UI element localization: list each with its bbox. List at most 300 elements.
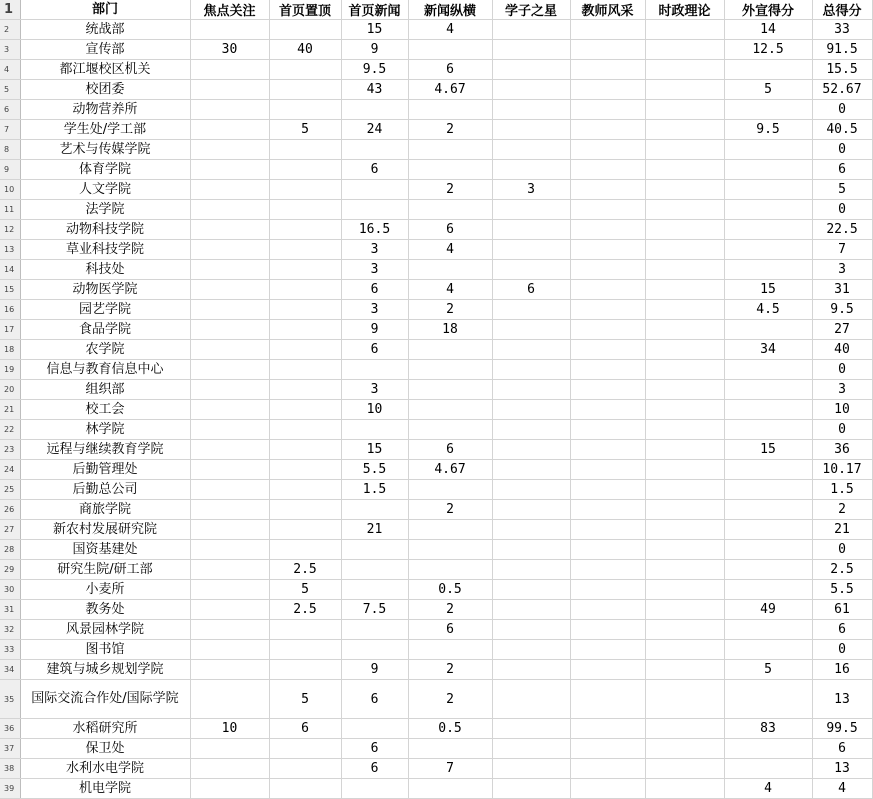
total-score-cell[interactable]: 6 xyxy=(812,160,872,180)
total-score-cell[interactable]: 61 xyxy=(812,600,872,620)
homepage-top-cell[interactable] xyxy=(269,440,341,460)
teacher-style-cell[interactable] xyxy=(570,140,645,160)
outreach-score-cell[interactable] xyxy=(724,200,812,220)
teacher-style-cell[interactable] xyxy=(570,40,645,60)
focus-cell[interactable] xyxy=(190,220,269,240)
focus-cell[interactable] xyxy=(190,80,269,100)
homepage-top-cell[interactable] xyxy=(269,340,341,360)
homepage-news-cell[interactable] xyxy=(341,620,408,640)
focus-cell[interactable] xyxy=(190,560,269,580)
news-panorama-cell[interactable] xyxy=(408,340,492,360)
total-score-cell[interactable]: 6 xyxy=(812,620,872,640)
homepage-news-cell[interactable]: 6 xyxy=(341,160,408,180)
teacher-style-cell[interactable] xyxy=(570,320,645,340)
politics-theory-cell[interactable] xyxy=(645,360,724,380)
total-score-cell[interactable]: 0 xyxy=(812,360,872,380)
department-cell[interactable]: 水利水电学院 xyxy=(20,759,190,779)
student-star-cell[interactable] xyxy=(492,440,570,460)
outreach-score-cell[interactable] xyxy=(724,320,812,340)
politics-theory-cell[interactable] xyxy=(645,600,724,620)
homepage-news-cell[interactable]: 10 xyxy=(341,400,408,420)
news-panorama-cell[interactable] xyxy=(408,400,492,420)
focus-cell[interactable] xyxy=(190,340,269,360)
homepage-news-cell[interactable]: 24 xyxy=(341,120,408,140)
politics-theory-cell[interactable] xyxy=(645,340,724,360)
news-panorama-cell[interactable] xyxy=(408,360,492,380)
news-panorama-cell[interactable] xyxy=(408,40,492,60)
outreach-score-cell[interactable] xyxy=(724,160,812,180)
homepage-top-cell[interactable] xyxy=(269,20,341,40)
outreach-score-cell[interactable]: 5 xyxy=(724,660,812,680)
student-star-cell[interactable] xyxy=(492,600,570,620)
department-cell[interactable]: 新农村发展研究院 xyxy=(20,520,190,540)
politics-theory-cell[interactable] xyxy=(645,380,724,400)
homepage-top-cell[interactable]: 6 xyxy=(269,719,341,739)
column-header-politics-theory[interactable]: 时政理论 xyxy=(645,0,724,20)
column-header-outreach-score[interactable]: 外宣得分 xyxy=(724,0,812,20)
politics-theory-cell[interactable] xyxy=(645,20,724,40)
department-cell[interactable]: 风景园林学院 xyxy=(20,620,190,640)
focus-cell[interactable] xyxy=(190,480,269,500)
teacher-style-cell[interactable] xyxy=(570,580,645,600)
outreach-score-cell[interactable]: 4 xyxy=(724,779,812,799)
homepage-top-cell[interactable] xyxy=(269,779,341,799)
news-panorama-cell[interactable] xyxy=(408,779,492,799)
homepage-top-cell[interactable] xyxy=(269,360,341,380)
teacher-style-cell[interactable] xyxy=(570,480,645,500)
department-cell[interactable]: 组织部 xyxy=(20,380,190,400)
politics-theory-cell[interactable] xyxy=(645,160,724,180)
total-score-cell[interactable]: 3 xyxy=(812,380,872,400)
focus-cell[interactable] xyxy=(190,100,269,120)
teacher-style-cell[interactable] xyxy=(570,300,645,320)
politics-theory-cell[interactable] xyxy=(645,260,724,280)
news-panorama-cell[interactable]: 2 xyxy=(408,120,492,140)
politics-theory-cell[interactable] xyxy=(645,680,724,719)
news-panorama-cell[interactable]: 2 xyxy=(408,600,492,620)
homepage-top-cell[interactable] xyxy=(269,460,341,480)
focus-cell[interactable] xyxy=(190,140,269,160)
focus-cell[interactable] xyxy=(190,320,269,340)
student-star-cell[interactable]: 6 xyxy=(492,280,570,300)
department-cell[interactable]: 动物科技学院 xyxy=(20,220,190,240)
total-score-cell[interactable]: 31 xyxy=(812,280,872,300)
homepage-news-cell[interactable]: 3 xyxy=(341,300,408,320)
student-star-cell[interactable] xyxy=(492,620,570,640)
student-star-cell[interactable] xyxy=(492,759,570,779)
department-cell[interactable]: 水稻研究所 xyxy=(20,719,190,739)
homepage-top-cell[interactable] xyxy=(269,420,341,440)
department-cell[interactable]: 动物营养所 xyxy=(20,100,190,120)
homepage-top-cell[interactable] xyxy=(269,640,341,660)
news-panorama-cell[interactable]: 6 xyxy=(408,620,492,640)
news-panorama-cell[interactable]: 4.67 xyxy=(408,80,492,100)
outreach-score-cell[interactable]: 14 xyxy=(724,20,812,40)
homepage-top-cell[interactable] xyxy=(269,180,341,200)
news-panorama-cell[interactable]: 4 xyxy=(408,280,492,300)
homepage-news-cell[interactable]: 9 xyxy=(341,40,408,60)
outreach-score-cell[interactable] xyxy=(724,260,812,280)
department-cell[interactable]: 信息与教育信息中心 xyxy=(20,360,190,380)
teacher-style-cell[interactable] xyxy=(570,440,645,460)
focus-cell[interactable] xyxy=(190,240,269,260)
homepage-news-cell[interactable]: 6 xyxy=(341,739,408,759)
homepage-top-cell[interactable] xyxy=(269,500,341,520)
total-score-cell[interactable]: 6 xyxy=(812,739,872,759)
student-star-cell[interactable] xyxy=(492,719,570,739)
outreach-score-cell[interactable] xyxy=(724,360,812,380)
total-score-cell[interactable]: 13 xyxy=(812,759,872,779)
total-score-cell[interactable]: 22.5 xyxy=(812,220,872,240)
politics-theory-cell[interactable] xyxy=(645,300,724,320)
teacher-style-cell[interactable] xyxy=(570,460,645,480)
politics-theory-cell[interactable] xyxy=(645,620,724,640)
homepage-top-cell[interactable]: 5 xyxy=(269,120,341,140)
total-score-cell[interactable]: 0 xyxy=(812,420,872,440)
homepage-news-cell[interactable]: 9 xyxy=(341,320,408,340)
teacher-style-cell[interactable] xyxy=(570,160,645,180)
student-star-cell[interactable] xyxy=(492,200,570,220)
outreach-score-cell[interactable] xyxy=(724,420,812,440)
homepage-news-cell[interactable] xyxy=(341,360,408,380)
politics-theory-cell[interactable] xyxy=(645,660,724,680)
student-star-cell[interactable] xyxy=(492,140,570,160)
homepage-news-cell[interactable]: 15 xyxy=(341,440,408,460)
outreach-score-cell[interactable] xyxy=(724,560,812,580)
focus-cell[interactable] xyxy=(190,620,269,640)
news-panorama-cell[interactable]: 2 xyxy=(408,180,492,200)
homepage-news-cell[interactable] xyxy=(341,560,408,580)
news-panorama-cell[interactable]: 2 xyxy=(408,300,492,320)
politics-theory-cell[interactable] xyxy=(645,100,724,120)
teacher-style-cell[interactable] xyxy=(570,400,645,420)
politics-theory-cell[interactable] xyxy=(645,200,724,220)
department-cell[interactable]: 艺术与传媒学院 xyxy=(20,140,190,160)
student-star-cell[interactable] xyxy=(492,580,570,600)
focus-cell[interactable] xyxy=(190,440,269,460)
homepage-top-cell[interactable]: 5 xyxy=(269,580,341,600)
politics-theory-cell[interactable] xyxy=(645,40,724,60)
focus-cell[interactable] xyxy=(190,520,269,540)
student-star-cell[interactable]: 3 xyxy=(492,180,570,200)
focus-cell[interactable] xyxy=(190,580,269,600)
student-star-cell[interactable] xyxy=(492,60,570,80)
department-cell[interactable]: 后勤总公司 xyxy=(20,480,190,500)
news-panorama-cell[interactable]: 2 xyxy=(408,660,492,680)
department-cell[interactable]: 商旅学院 xyxy=(20,500,190,520)
department-cell[interactable]: 保卫处 xyxy=(20,739,190,759)
focus-cell[interactable] xyxy=(190,380,269,400)
column-header-focus[interactable]: 焦点关注 xyxy=(190,0,269,20)
politics-theory-cell[interactable] xyxy=(645,560,724,580)
teacher-style-cell[interactable] xyxy=(570,360,645,380)
politics-theory-cell[interactable] xyxy=(645,400,724,420)
department-cell[interactable]: 动物医学院 xyxy=(20,280,190,300)
homepage-top-cell[interactable] xyxy=(269,520,341,540)
politics-theory-cell[interactable] xyxy=(645,640,724,660)
teacher-style-cell[interactable] xyxy=(570,340,645,360)
news-panorama-cell[interactable] xyxy=(408,480,492,500)
homepage-news-cell[interactable] xyxy=(341,200,408,220)
homepage-top-cell[interactable]: 5 xyxy=(269,680,341,719)
politics-theory-cell[interactable] xyxy=(645,420,724,440)
outreach-score-cell[interactable] xyxy=(724,140,812,160)
focus-cell[interactable] xyxy=(190,60,269,80)
student-star-cell[interactable] xyxy=(492,540,570,560)
homepage-news-cell[interactable]: 6 xyxy=(341,680,408,719)
outreach-score-cell[interactable] xyxy=(724,580,812,600)
total-score-cell[interactable]: 5 xyxy=(812,180,872,200)
focus-cell[interactable]: 10 xyxy=(190,719,269,739)
total-score-cell[interactable]: 0 xyxy=(812,540,872,560)
teacher-style-cell[interactable] xyxy=(570,120,645,140)
news-panorama-cell[interactable] xyxy=(408,560,492,580)
politics-theory-cell[interactable] xyxy=(645,180,724,200)
total-score-cell[interactable]: 27 xyxy=(812,320,872,340)
homepage-top-cell[interactable] xyxy=(269,480,341,500)
homepage-top-cell[interactable] xyxy=(269,400,341,420)
focus-cell[interactable] xyxy=(190,600,269,620)
homepage-top-cell[interactable]: 2.5 xyxy=(269,560,341,580)
homepage-news-cell[interactable]: 5.5 xyxy=(341,460,408,480)
politics-theory-cell[interactable] xyxy=(645,500,724,520)
focus-cell[interactable]: 30 xyxy=(190,40,269,60)
news-panorama-cell[interactable] xyxy=(408,380,492,400)
politics-theory-cell[interactable] xyxy=(645,280,724,300)
department-cell[interactable]: 食品学院 xyxy=(20,320,190,340)
outreach-score-cell[interactable] xyxy=(724,500,812,520)
total-score-cell[interactable]: 10.17 xyxy=(812,460,872,480)
focus-cell[interactable] xyxy=(190,120,269,140)
news-panorama-cell[interactable]: 6 xyxy=(408,60,492,80)
student-star-cell[interactable] xyxy=(492,460,570,480)
news-panorama-cell[interactable]: 6 xyxy=(408,440,492,460)
outreach-score-cell[interactable]: 15 xyxy=(724,440,812,460)
politics-theory-cell[interactable] xyxy=(645,719,724,739)
department-cell[interactable]: 建筑与城乡规划学院 xyxy=(20,660,190,680)
homepage-news-cell[interactable]: 9 xyxy=(341,660,408,680)
column-header-total-score[interactable]: 总得分 xyxy=(812,0,872,20)
department-cell[interactable]: 小麦所 xyxy=(20,580,190,600)
teacher-style-cell[interactable] xyxy=(570,180,645,200)
homepage-news-cell[interactable]: 3 xyxy=(341,260,408,280)
news-panorama-cell[interactable]: 7 xyxy=(408,759,492,779)
news-panorama-cell[interactable]: 2 xyxy=(408,500,492,520)
total-score-cell[interactable]: 2 xyxy=(812,500,872,520)
total-score-cell[interactable]: 52.67 xyxy=(812,80,872,100)
teacher-style-cell[interactable] xyxy=(570,200,645,220)
student-star-cell[interactable] xyxy=(492,20,570,40)
student-star-cell[interactable] xyxy=(492,340,570,360)
politics-theory-cell[interactable] xyxy=(645,759,724,779)
focus-cell[interactable] xyxy=(190,779,269,799)
focus-cell[interactable] xyxy=(190,280,269,300)
student-star-cell[interactable] xyxy=(492,100,570,120)
outreach-score-cell[interactable] xyxy=(724,220,812,240)
news-panorama-cell[interactable] xyxy=(408,200,492,220)
column-header-news-panorama[interactable]: 新闻纵横 xyxy=(408,0,492,20)
politics-theory-cell[interactable] xyxy=(645,60,724,80)
homepage-news-cell[interactable] xyxy=(341,140,408,160)
student-star-cell[interactable] xyxy=(492,739,570,759)
teacher-style-cell[interactable] xyxy=(570,600,645,620)
outreach-score-cell[interactable]: 12.5 xyxy=(724,40,812,60)
homepage-news-cell[interactable] xyxy=(341,719,408,739)
department-cell[interactable]: 草业科技学院 xyxy=(20,240,190,260)
department-cell[interactable]: 都江堰校区机关 xyxy=(20,60,190,80)
homepage-news-cell[interactable] xyxy=(341,779,408,799)
department-cell[interactable]: 国资基建处 xyxy=(20,540,190,560)
department-cell[interactable]: 林学院 xyxy=(20,420,190,440)
department-cell[interactable]: 研究生院/研工部 xyxy=(20,560,190,580)
focus-cell[interactable] xyxy=(190,360,269,380)
student-star-cell[interactable] xyxy=(492,300,570,320)
student-star-cell[interactable] xyxy=(492,260,570,280)
focus-cell[interactable] xyxy=(190,460,269,480)
focus-cell[interactable] xyxy=(190,420,269,440)
news-panorama-cell[interactable]: 4.67 xyxy=(408,460,492,480)
homepage-news-cell[interactable]: 1.5 xyxy=(341,480,408,500)
teacher-style-cell[interactable] xyxy=(570,680,645,719)
homepage-news-cell[interactable]: 3 xyxy=(341,240,408,260)
department-cell[interactable]: 教务处 xyxy=(20,600,190,620)
outreach-score-cell[interactable]: 15 xyxy=(724,280,812,300)
outreach-score-cell[interactable] xyxy=(724,759,812,779)
teacher-style-cell[interactable] xyxy=(570,640,645,660)
department-cell[interactable]: 统战部 xyxy=(20,20,190,40)
politics-theory-cell[interactable] xyxy=(645,520,724,540)
teacher-style-cell[interactable] xyxy=(570,220,645,240)
total-score-cell[interactable]: 13 xyxy=(812,680,872,719)
outreach-score-cell[interactable] xyxy=(724,400,812,420)
homepage-top-cell[interactable] xyxy=(269,200,341,220)
outreach-score-cell[interactable] xyxy=(724,680,812,719)
student-star-cell[interactable] xyxy=(492,360,570,380)
focus-cell[interactable] xyxy=(190,20,269,40)
total-score-cell[interactable]: 33 xyxy=(812,20,872,40)
homepage-top-cell[interactable] xyxy=(269,620,341,640)
total-score-cell[interactable]: 91.5 xyxy=(812,40,872,60)
teacher-style-cell[interactable] xyxy=(570,380,645,400)
student-star-cell[interactable] xyxy=(492,660,570,680)
focus-cell[interactable] xyxy=(190,640,269,660)
column-header-student-star[interactable]: 学子之星 xyxy=(492,0,570,20)
politics-theory-cell[interactable] xyxy=(645,440,724,460)
outreach-score-cell[interactable] xyxy=(724,460,812,480)
total-score-cell[interactable]: 10 xyxy=(812,400,872,420)
department-cell[interactable]: 校工会 xyxy=(20,400,190,420)
outreach-score-cell[interactable] xyxy=(724,739,812,759)
focus-cell[interactable] xyxy=(190,180,269,200)
news-panorama-cell[interactable]: 0.5 xyxy=(408,719,492,739)
homepage-news-cell[interactable] xyxy=(341,420,408,440)
student-star-cell[interactable] xyxy=(492,779,570,799)
teacher-style-cell[interactable] xyxy=(570,240,645,260)
outreach-score-cell[interactable] xyxy=(724,540,812,560)
homepage-top-cell[interactable] xyxy=(269,540,341,560)
focus-cell[interactable] xyxy=(190,759,269,779)
politics-theory-cell[interactable] xyxy=(645,480,724,500)
outreach-score-cell[interactable]: 5 xyxy=(724,80,812,100)
news-panorama-cell[interactable] xyxy=(408,520,492,540)
news-panorama-cell[interactable] xyxy=(408,540,492,560)
homepage-top-cell[interactable]: 2.5 xyxy=(269,600,341,620)
outreach-score-cell[interactable]: 34 xyxy=(724,340,812,360)
department-cell[interactable]: 学生处/学工部 xyxy=(20,120,190,140)
total-score-cell[interactable]: 40.5 xyxy=(812,120,872,140)
outreach-score-cell[interactable] xyxy=(724,640,812,660)
homepage-top-cell[interactable] xyxy=(269,80,341,100)
homepage-news-cell[interactable]: 9.5 xyxy=(341,60,408,80)
total-score-cell[interactable]: 0 xyxy=(812,140,872,160)
department-cell[interactable]: 人文学院 xyxy=(20,180,190,200)
total-score-cell[interactable]: 9.5 xyxy=(812,300,872,320)
outreach-score-cell[interactable]: 83 xyxy=(724,719,812,739)
student-star-cell[interactable] xyxy=(492,220,570,240)
homepage-news-cell[interactable]: 6 xyxy=(341,280,408,300)
homepage-news-cell[interactable]: 7.5 xyxy=(341,600,408,620)
outreach-score-cell[interactable] xyxy=(724,480,812,500)
politics-theory-cell[interactable] xyxy=(645,240,724,260)
total-score-cell[interactable]: 16 xyxy=(812,660,872,680)
department-cell[interactable]: 体育学院 xyxy=(20,160,190,180)
total-score-cell[interactable]: 5.5 xyxy=(812,580,872,600)
homepage-top-cell[interactable] xyxy=(269,739,341,759)
homepage-top-cell[interactable] xyxy=(269,280,341,300)
homepage-news-cell[interactable] xyxy=(341,580,408,600)
focus-cell[interactable] xyxy=(190,300,269,320)
news-panorama-cell[interactable]: 0.5 xyxy=(408,580,492,600)
teacher-style-cell[interactable] xyxy=(570,759,645,779)
teacher-style-cell[interactable] xyxy=(570,739,645,759)
news-panorama-cell[interactable]: 2 xyxy=(408,680,492,719)
total-score-cell[interactable]: 0 xyxy=(812,640,872,660)
politics-theory-cell[interactable] xyxy=(645,580,724,600)
student-star-cell[interactable] xyxy=(492,420,570,440)
teacher-style-cell[interactable] xyxy=(570,60,645,80)
teacher-style-cell[interactable] xyxy=(570,280,645,300)
department-cell[interactable]: 远程与继续教育学院 xyxy=(20,440,190,460)
department-cell[interactable]: 后勤管理处 xyxy=(20,460,190,480)
politics-theory-cell[interactable] xyxy=(645,320,724,340)
total-score-cell[interactable]: 7 xyxy=(812,240,872,260)
news-panorama-cell[interactable]: 6 xyxy=(408,220,492,240)
column-header-teacher-style[interactable]: 教师风采 xyxy=(570,0,645,20)
outreach-score-cell[interactable] xyxy=(724,380,812,400)
teacher-style-cell[interactable] xyxy=(570,100,645,120)
department-cell[interactable]: 校团委 xyxy=(20,80,190,100)
total-score-cell[interactable]: 3 xyxy=(812,260,872,280)
total-score-cell[interactable]: 4 xyxy=(812,779,872,799)
homepage-top-cell[interactable] xyxy=(269,759,341,779)
focus-cell[interactable] xyxy=(190,400,269,420)
outreach-score-cell[interactable] xyxy=(724,180,812,200)
homepage-news-cell[interactable]: 6 xyxy=(341,340,408,360)
total-score-cell[interactable]: 15.5 xyxy=(812,60,872,80)
homepage-top-cell[interactable] xyxy=(269,300,341,320)
teacher-style-cell[interactable] xyxy=(570,500,645,520)
politics-theory-cell[interactable] xyxy=(645,540,724,560)
homepage-top-cell[interactable] xyxy=(269,140,341,160)
news-panorama-cell[interactable]: 4 xyxy=(408,20,492,40)
outreach-score-cell[interactable]: 49 xyxy=(724,600,812,620)
department-cell[interactable]: 机电学院 xyxy=(20,779,190,799)
homepage-top-cell[interactable] xyxy=(269,220,341,240)
focus-cell[interactable] xyxy=(190,200,269,220)
department-cell[interactable]: 宣传部 xyxy=(20,40,190,60)
teacher-style-cell[interactable] xyxy=(570,660,645,680)
homepage-top-cell[interactable] xyxy=(269,380,341,400)
